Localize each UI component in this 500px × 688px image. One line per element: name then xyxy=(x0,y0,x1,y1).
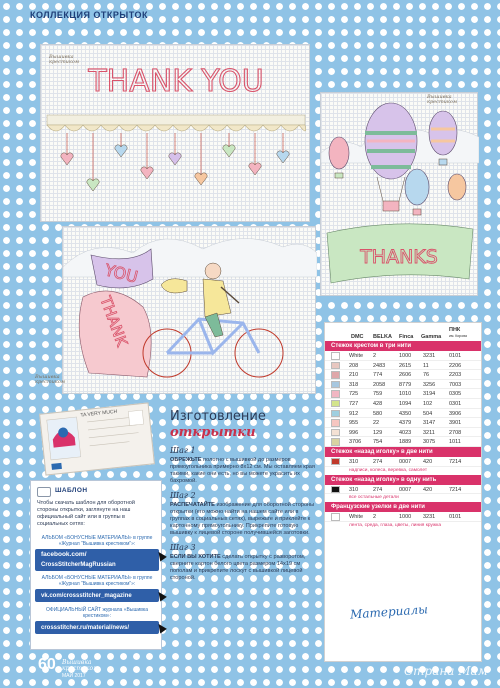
postcard-caption: TA VERY MUCH xyxy=(80,408,118,419)
color-swatch xyxy=(331,429,340,437)
legend-note: лента, среда, глаза, цветы, линия кружка xyxy=(349,522,441,528)
col-pnk-sub: им. Кирова xyxy=(449,334,467,338)
legend-cell: 0301 xyxy=(449,400,462,407)
color-swatch xyxy=(331,486,340,494)
color-swatch xyxy=(331,371,340,379)
legend-note: надписи, колеса, веревка, самолет xyxy=(349,467,428,473)
legend-row xyxy=(325,389,481,399)
legend-cell: 4023 xyxy=(399,429,412,436)
cursor-icon xyxy=(155,590,167,602)
thank-you-text: THANK YOU xyxy=(88,64,264,99)
color-swatch xyxy=(331,438,340,446)
thank-text: THANK xyxy=(96,293,132,349)
thank-you-signature: Вышивка крестиком xyxy=(49,54,80,65)
materials-item: • Белый картон 9,5x14 см xyxy=(346,640,463,647)
balloons-chart xyxy=(321,93,479,297)
legend-row xyxy=(325,457,481,467)
legend-cell: 310 xyxy=(349,458,359,465)
legend-section-title: Стежок «назад иголку» в две нити xyxy=(325,447,481,457)
legend-cell: 129 xyxy=(373,429,383,436)
legend-cell: 420 xyxy=(423,458,433,465)
legend-cell: 3906 xyxy=(449,410,462,417)
color-swatch xyxy=(331,410,340,418)
legend-cell: 727 xyxy=(349,400,359,407)
legend-cell: 1010 xyxy=(399,391,412,398)
legend-cell: 2203 xyxy=(449,372,462,379)
you-text: YOU xyxy=(102,260,140,287)
legend-cell: 22 xyxy=(373,420,380,427)
legend-row xyxy=(325,361,481,371)
template-heading: ШАБЛОН xyxy=(55,487,88,494)
legend-cell: 0101 xyxy=(449,514,462,521)
legend-row xyxy=(325,409,481,419)
legend-cell: 1094 xyxy=(399,400,412,407)
col-pnk: ПНК xyxy=(449,327,461,333)
legend-cell: 0101 xyxy=(449,353,462,359)
legend-cell: 7003 xyxy=(449,381,462,388)
legend-row xyxy=(325,351,481,361)
legend-cell: 2606 xyxy=(399,372,412,379)
col-gamma: Gamma xyxy=(421,334,442,340)
color-swatch xyxy=(331,352,340,360)
materials-item: • Нить мулине согласно ключу xyxy=(346,626,463,633)
legend-cell: 1000 xyxy=(399,514,412,521)
facebook-link-line1: facebook.com/ xyxy=(41,551,87,558)
image-icon xyxy=(37,487,51,497)
legend-header xyxy=(325,323,481,341)
legend-cell: 2615 xyxy=(399,362,412,369)
legend-cell: 2 xyxy=(373,353,377,359)
design-bike xyxy=(35,226,316,394)
step-3-label: Шаг 3 xyxy=(170,543,196,552)
legend-cell: 210 xyxy=(349,372,359,379)
legend-cell: 1000 xyxy=(399,353,412,359)
step-1-label: Шаг 1 xyxy=(170,446,196,455)
legend-cell: 420 xyxy=(423,486,433,493)
color-swatch xyxy=(331,458,340,466)
legend-cell: 428 xyxy=(373,400,383,407)
legend-cell: 2483 xyxy=(373,362,386,369)
legend-cell: 2058 xyxy=(373,381,386,388)
legend-cell: 3211 xyxy=(423,429,435,436)
legend-section-title: Французские узелки в две нити xyxy=(325,502,481,512)
legend-cell: White xyxy=(349,353,364,359)
legend-cell: 2206 xyxy=(449,362,462,369)
bike-chart xyxy=(63,227,317,395)
album-caption-1: АЛЬБОМ «БОНУСНЫЕ МАТЕРИАЛЫ» в группе «Журнал “Вышивка крестиком”»: xyxy=(41,535,153,547)
legend-cell: 580 xyxy=(373,410,383,417)
color-swatch xyxy=(331,513,340,521)
thanks-text: THANKS xyxy=(360,246,438,268)
legend-cell: 3231 xyxy=(423,514,436,521)
legend-cell: 8779 xyxy=(399,381,412,388)
legend-row xyxy=(325,437,481,447)
legend-body xyxy=(325,341,481,530)
legend-cell: 774 xyxy=(373,372,383,379)
col-finca: Finca xyxy=(399,334,414,340)
magazine-logo: Вышивка крестиком xyxy=(62,659,99,672)
thank-you-chart xyxy=(41,45,311,223)
instructions-subtitle: открытки xyxy=(170,425,256,440)
legend-row xyxy=(325,512,481,522)
legend-cell: 274 xyxy=(373,486,383,493)
cursor-icon xyxy=(155,622,167,634)
legend-cell: 3231 xyxy=(423,353,436,359)
design-balloons xyxy=(320,92,478,296)
legend-row xyxy=(325,485,481,495)
balloons-signature: Вышивка крестиком xyxy=(427,94,458,105)
cursor-icon xyxy=(155,550,167,562)
color-swatch xyxy=(331,419,340,427)
materials-list xyxy=(346,626,463,647)
legend-cell: 754 xyxy=(373,439,383,446)
color-swatch xyxy=(331,381,340,389)
legend-cell: 759 xyxy=(373,391,383,398)
color-swatch xyxy=(331,400,340,408)
facebook-link-line2: CrossStitcherMagRussian xyxy=(41,562,116,568)
legend-cell: 3194 xyxy=(423,391,436,398)
legend-row xyxy=(325,428,481,438)
legend-cell: 4379 xyxy=(399,420,412,427)
legend-cell: White xyxy=(349,514,364,521)
issue-date: МАЙ 2017 xyxy=(62,673,86,679)
legend-cell: 996 xyxy=(349,429,359,436)
step-1-text: ОБРЕЖЬТЕ полотно с вышивкой до размеров прямоугольника примерно 8x12 см. Мы оставляем края такими, какие они есть, но вы можете украсить их бахромой. xyxy=(170,457,315,484)
legend-cell: 2708 xyxy=(449,429,462,436)
legend-cell: 7214 xyxy=(449,458,462,465)
legend-cell: 208 xyxy=(349,362,359,369)
legend-cell: 318 xyxy=(349,381,359,388)
legend-cell: 504 xyxy=(423,410,433,417)
vk-link[interactable] xyxy=(35,589,159,602)
legend-cell: 1889 xyxy=(399,439,412,446)
legend-cell: 3075 xyxy=(423,439,436,446)
color-swatch xyxy=(331,362,340,370)
legend-cell: 102 xyxy=(423,400,433,407)
legend-row xyxy=(325,370,481,380)
legend-section-title: Стежок «назад иголку» в одну нить xyxy=(325,475,481,485)
legend-cell: 3256 xyxy=(423,381,436,388)
site-link[interactable] xyxy=(35,621,159,634)
legend-row xyxy=(325,418,481,428)
legend-cell: 3147 xyxy=(423,420,436,427)
legend-cell: 76 xyxy=(423,372,430,379)
legend-note: все остальные детали xyxy=(349,495,399,501)
col-dmc: DMC xyxy=(351,334,364,340)
watermark: Страна Мам xyxy=(404,664,488,678)
facebook-link[interactable] xyxy=(35,549,159,571)
legend-row xyxy=(325,399,481,409)
section-title: КОЛЛЕКЦИЯ ОТКРЫТОК xyxy=(30,10,148,20)
postcard-preview-image xyxy=(39,402,155,475)
step-2-label: Шаг 2 xyxy=(170,491,196,500)
page-header xyxy=(0,0,500,32)
col-belka: BELKA xyxy=(373,334,392,340)
legend-cell: 912 xyxy=(349,410,359,417)
materials-title: Материалы xyxy=(342,601,433,623)
design-thank-you xyxy=(40,44,310,222)
instructions xyxy=(170,410,318,670)
legend-cell: 310 xyxy=(349,486,359,493)
album-caption-2: АЛЬБОМ «БОНУСНЫЕ МАТЕРИАЛЫ» в группе «Журнал “Вышивка крестиком”»: xyxy=(41,575,153,587)
legend-cell: 0007 xyxy=(399,458,412,465)
materials-item: • Светло-голубая ткань Aida № 14, 17x21 см xyxy=(346,633,463,640)
legend-cell: 0305 xyxy=(449,391,462,398)
color-swatch xyxy=(331,390,340,398)
legend-cell: 7214 xyxy=(449,486,462,493)
legend-section-title: Стежок крестом в три нити xyxy=(325,341,481,351)
legend-cell: 4350 xyxy=(399,410,412,417)
template-column xyxy=(30,392,162,674)
legend-cell: 3706 xyxy=(349,439,362,446)
legend-cell: 3901 xyxy=(449,420,462,427)
site-link-text: crossstitcher.ru/material/news/ xyxy=(41,625,130,631)
template-description: Чтобы скачать шаблон для оборотной стороны открытки, заглянуте на наш официальный сайт или в группы в социальных сетях: xyxy=(37,500,135,527)
template-info-box xyxy=(30,480,162,650)
bike-signature: Вышивка крестиком xyxy=(35,374,66,385)
page-number: 60 xyxy=(38,656,56,673)
legend-cell: 2 xyxy=(373,514,377,521)
legend-cell: 274 xyxy=(373,458,383,465)
step-2-text: РАСПЕЧАТАЙТЕ изображение для оборотной стороны открытки (его можно найти на нашем сайте или в группах в социальных сетях), вырежьте и приклейте к картонному прямоугольнику. Прикрепите готовую вышивку к лицевой стороне получившейся заготовки. xyxy=(170,502,315,536)
instructions-title: Изготовление xyxy=(170,409,266,424)
legend-cell: 725 xyxy=(349,391,359,398)
legend-cell: 0007 xyxy=(399,486,412,493)
site-caption: ОФИЦИАЛЬНЫЙ САЙТ журнала «Вышивка крестиком»: xyxy=(46,607,148,619)
legend-cell: 11 xyxy=(423,362,429,369)
step-3-text: ЕСЛИ ВЫ ХОТИТЕ сделать открытку с разворотом, сверните картон белого цвета размером 14x19 см пополам и прикрепите лоскут с вышивкой лицевой стороной. xyxy=(170,554,306,581)
legend-cell: 1011 xyxy=(449,439,461,446)
vk-link-text: vk.com/crossstitcher_magazine xyxy=(41,593,132,599)
legend-cell: 955 xyxy=(349,420,359,427)
legend-row xyxy=(325,380,481,390)
